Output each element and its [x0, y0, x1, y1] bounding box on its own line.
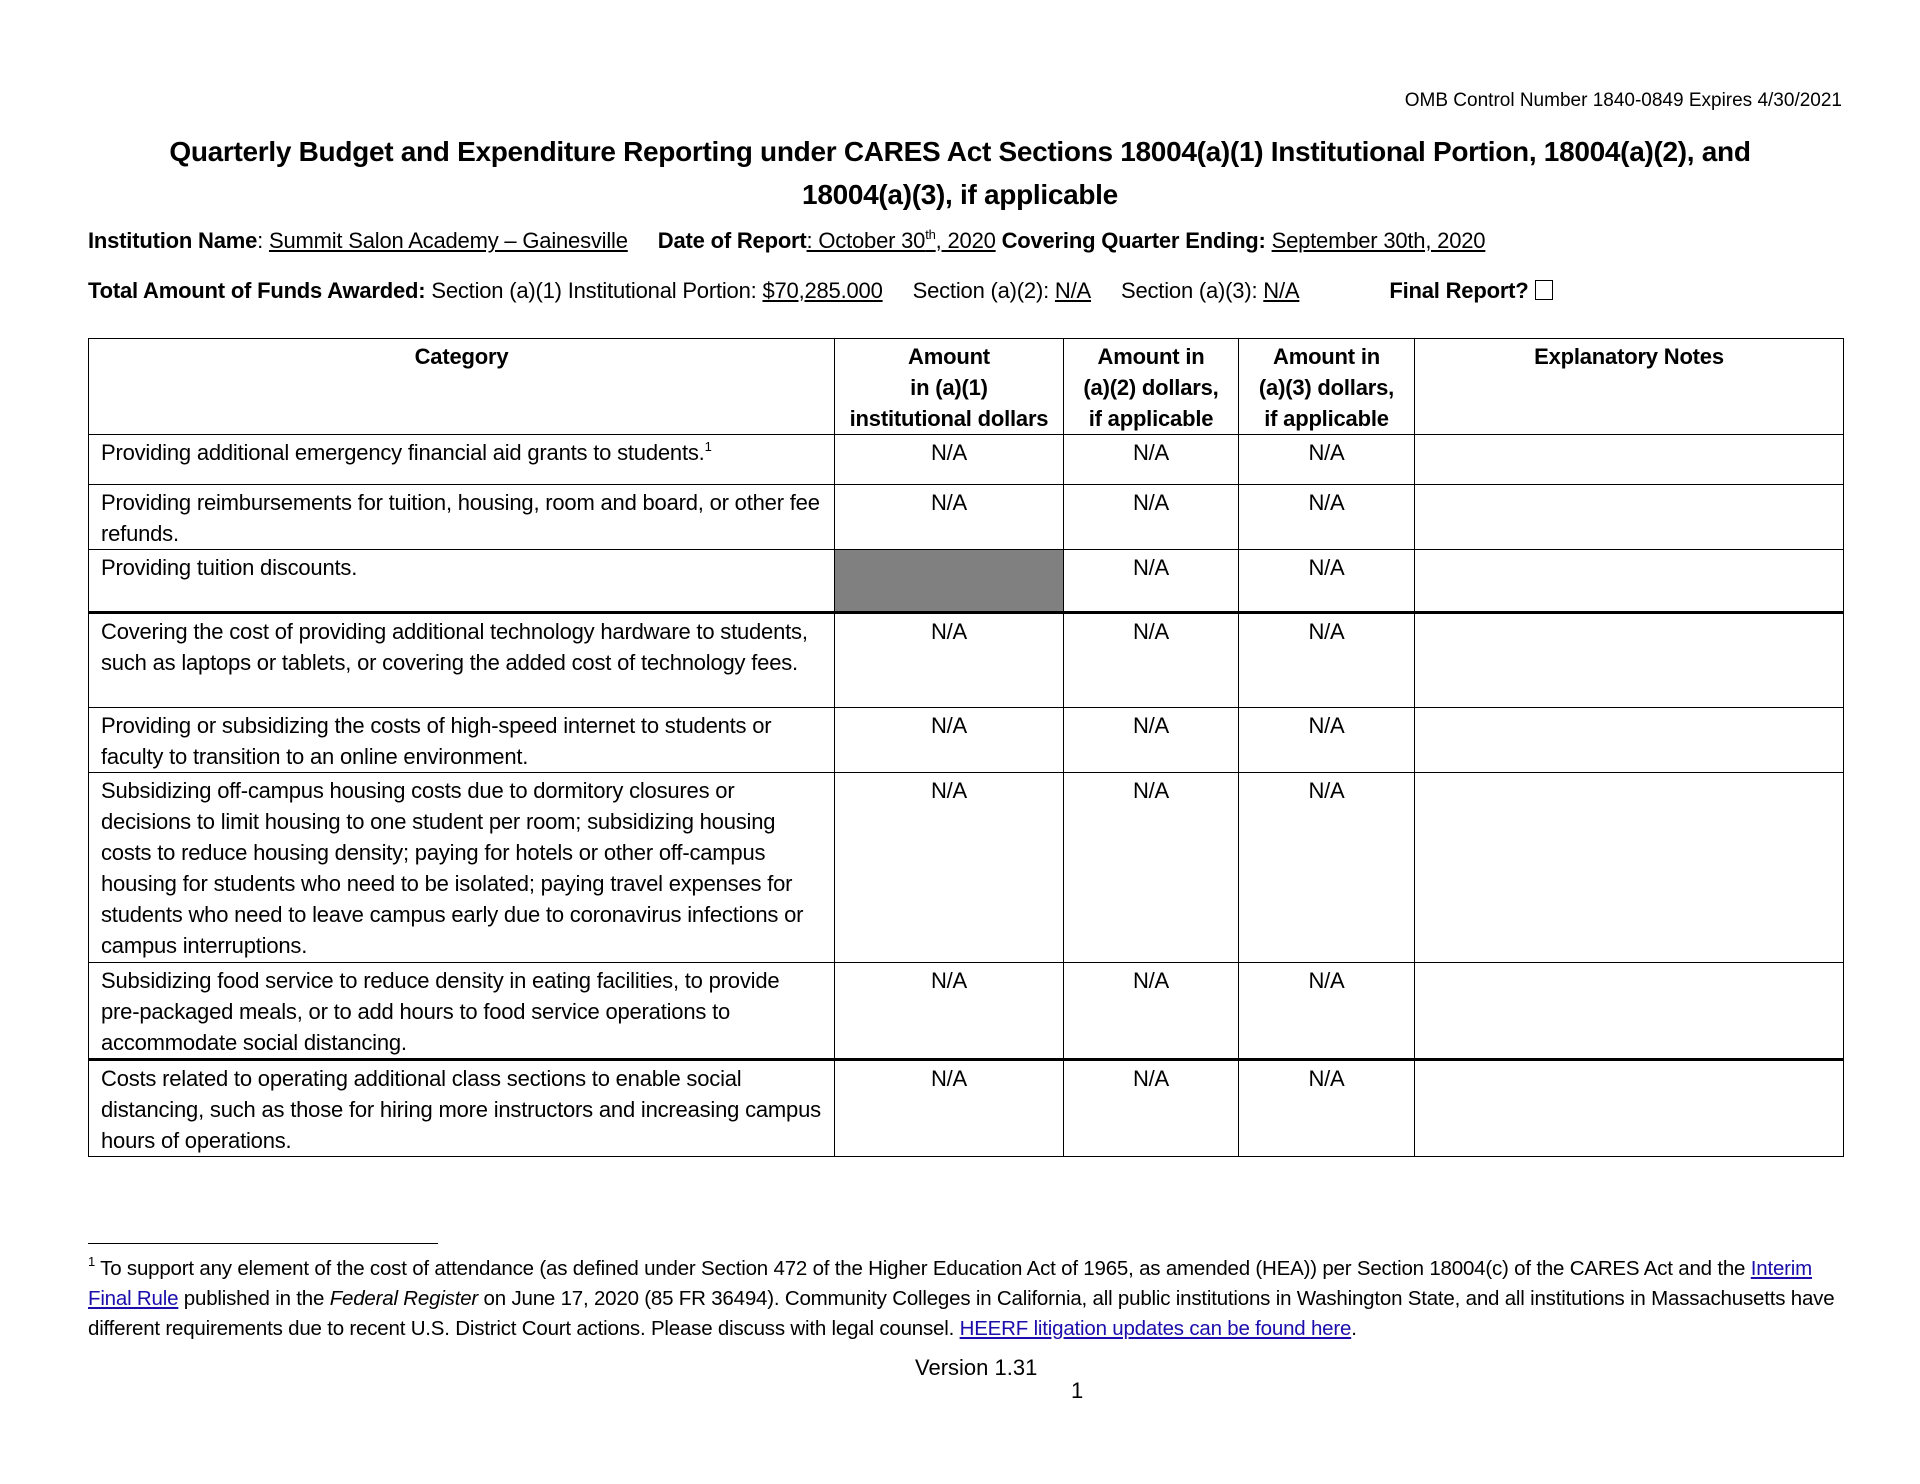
page-title	[80, 130, 1840, 216]
budget-table	[88, 338, 1844, 1157]
a1-label: Section (a)(1) Institutional Portion:	[431, 278, 763, 303]
row-a3[interactable]: N/A	[1239, 708, 1415, 773]
row-a1[interactable]: N/A	[835, 773, 1064, 963]
row-a2[interactable]: N/A	[1064, 435, 1239, 485]
table-row	[89, 773, 1844, 963]
footnote	[88, 1254, 1858, 1344]
footnote-number: 1	[88, 1254, 96, 1269]
a2-label: Section (a)(2):	[912, 278, 1055, 303]
institution-info-line: Institution Name: Summit Salon Academy – Gainesville Date of Report: October 30th, 2020 Covering Quarter Ending: September 30th, 2020	[88, 227, 1486, 253]
row-a1-shaded	[835, 550, 1064, 613]
date-of-report-label: Date of Report	[657, 228, 807, 253]
institution-name-label: Institution Name	[88, 228, 258, 253]
date-suffix: , 2020	[935, 228, 996, 253]
footnote-separator	[88, 1243, 438, 1244]
header-category: Category	[89, 339, 835, 435]
header-a1-line3: institutional dollars	[849, 406, 1049, 431]
page-number: 1	[1071, 1378, 1084, 1403]
row-a1[interactable]: N/A	[835, 708, 1064, 773]
row-a3[interactable]: N/A	[1239, 963, 1415, 1060]
footnote-marker: 1	[704, 439, 712, 454]
row-a2[interactable]: N/A	[1064, 550, 1239, 613]
header-a1-line2: in (a)(1)	[910, 375, 988, 400]
footnote-text-4: .	[1351, 1317, 1357, 1340]
a3-value: N/A	[1263, 278, 1300, 303]
row-a2[interactable]: N/A	[1064, 1060, 1239, 1157]
covering-quarter-label: Covering Quarter Ending:	[1001, 228, 1266, 253]
row-category: Subsidizing off-campus housing costs due to dormitory closures or decisions to limit housing to one student per room; subsidizing housing costs to reduce housing density; paying for hotels or other off-campus housing for students who need to be isolated; paying travel expenses for students who need to leave campus early due to coronavirus infections or campus interruptions.	[89, 773, 835, 963]
row-a3[interactable]: N/A	[1239, 550, 1415, 613]
final-report-label: Final Report?	[1389, 278, 1529, 303]
row-a1[interactable]: N/A	[835, 613, 1064, 708]
row-notes[interactable]	[1415, 613, 1844, 708]
row-a3[interactable]: N/A	[1239, 773, 1415, 963]
row-notes[interactable]	[1415, 435, 1844, 485]
row-a1[interactable]: N/A	[835, 963, 1064, 1060]
header-a2-line1: Amount in	[1097, 344, 1205, 369]
header-a3-line1: Amount in	[1273, 344, 1380, 369]
institution-name-value: Summit Salon Academy – Gainesville	[268, 228, 628, 253]
covering-quarter-value: September 30th, 2020	[1271, 228, 1486, 253]
header-a3	[1239, 339, 1415, 435]
date-sup: th	[925, 227, 936, 242]
funds-awarded-line	[88, 278, 1553, 304]
table-row	[89, 435, 1844, 485]
table-row	[89, 485, 1844, 550]
title-line-1: Quarterly Budget and Expenditure Reporting under CARES Act Sections 18004(a)(1) Institutional Portion, 18004(a)(2), and	[169, 136, 1751, 167]
footnote-text-3: on June 17, 2020 (85 FR 36494). Community Colleges in California, all public institutions in Washington State, and all institutions in Massachusetts have different requirements due to recent U.S. District Court actions. Please discuss with legal counsel.	[88, 1287, 1835, 1340]
header-a3-line2: (a)(3) dollars,	[1258, 375, 1395, 400]
funds-awarded-label: Total Amount of Funds Awarded:	[88, 278, 426, 303]
a3-label: Section (a)(3):	[1121, 278, 1264, 303]
version-label: Version 1.31	[915, 1355, 1038, 1380]
a1-value: $70,285.000	[762, 278, 883, 303]
header-a2-line2: (a)(2) dollars,	[1083, 375, 1219, 400]
row-a2[interactable]: N/A	[1064, 485, 1239, 550]
omb-control-number: OMB Control Number 1840-0849 Expires 4/30/2021	[1404, 90, 1842, 111]
date-of-report-value	[807, 228, 996, 253]
table-row	[89, 1060, 1844, 1157]
final-report-checkbox[interactable]	[1535, 280, 1553, 300]
category-text: Providing additional emergency financial aid grants to students.	[101, 440, 705, 465]
row-a3[interactable]: N/A	[1239, 1060, 1415, 1157]
header-a2-line3: if applicable	[1088, 406, 1214, 431]
row-category	[89, 435, 835, 485]
header-notes: Explanatory Notes	[1415, 339, 1844, 435]
row-category: Subsidizing food service to reduce density in eating facilities, to provide pre-packaged meals, or to add hours to food service operations to accommodate social distancing.	[89, 963, 835, 1060]
footnote-text-1: To support any element of the cost of attendance (as defined under Section 472 of the Higher Education Act of 1965, as amended (HEA)) per Section 18004(c) of the CARES Act and the	[95, 1257, 1751, 1280]
row-a3[interactable]: N/A	[1239, 435, 1415, 485]
row-a1[interactable]: N/A	[835, 1060, 1064, 1157]
table-row	[89, 963, 1844, 1060]
row-a1[interactable]: N/A	[835, 435, 1064, 485]
row-a1[interactable]: N/A	[835, 485, 1064, 550]
header-a2	[1064, 339, 1239, 435]
heerf-litigation-link[interactable]: HEERF litigation updates can be found here	[959, 1317, 1352, 1340]
table-row	[89, 613, 1844, 708]
row-notes[interactable]	[1415, 963, 1844, 1060]
table-row	[89, 708, 1844, 773]
row-a2[interactable]: N/A	[1064, 613, 1239, 708]
header-a1-line1: Amount	[908, 344, 990, 369]
footnote-text-2: published in the	[178, 1287, 330, 1310]
table-row	[89, 550, 1844, 613]
row-category: Costs related to operating additional class sections to enable social distancing, such as those for hiring more instructors and increasing campus hours of operations.	[89, 1060, 835, 1157]
row-category: Providing or subsidizing the costs of high-speed internet to students or faculty to transition to an online environment.	[89, 708, 835, 773]
title-line-2: 18004(a)(3), if applicable	[802, 179, 1118, 210]
row-a3[interactable]: N/A	[1239, 613, 1415, 708]
row-a2[interactable]: N/A	[1064, 963, 1239, 1060]
row-category: Providing reimbursements for tuition, housing, room and board, or other fee refunds.	[89, 485, 835, 550]
row-notes[interactable]	[1415, 485, 1844, 550]
header-a1	[835, 339, 1064, 435]
row-notes[interactable]	[1415, 1060, 1844, 1157]
header-a3-line3: if applicable	[1264, 406, 1389, 431]
row-a2[interactable]: N/A	[1064, 708, 1239, 773]
row-category: Providing tuition discounts.	[89, 550, 835, 613]
row-notes[interactable]	[1415, 773, 1844, 963]
date-prefix: : October 30	[806, 228, 926, 253]
row-notes[interactable]	[1415, 708, 1844, 773]
a2-value: N/A	[1054, 278, 1091, 303]
row-category: Covering the cost of providing additional technology hardware to students, such as laptops or tablets, or covering the added cost of technology fees.	[89, 613, 835, 708]
row-notes[interactable]	[1415, 550, 1844, 613]
interim-final-rule-link[interactable]: Interim Final Rule	[88, 1257, 1813, 1310]
table-header-row	[89, 339, 1844, 435]
federal-register-text: Federal Register	[329, 1287, 479, 1310]
row-a3[interactable]: N/A	[1239, 485, 1415, 550]
row-a2[interactable]: N/A	[1064, 773, 1239, 963]
